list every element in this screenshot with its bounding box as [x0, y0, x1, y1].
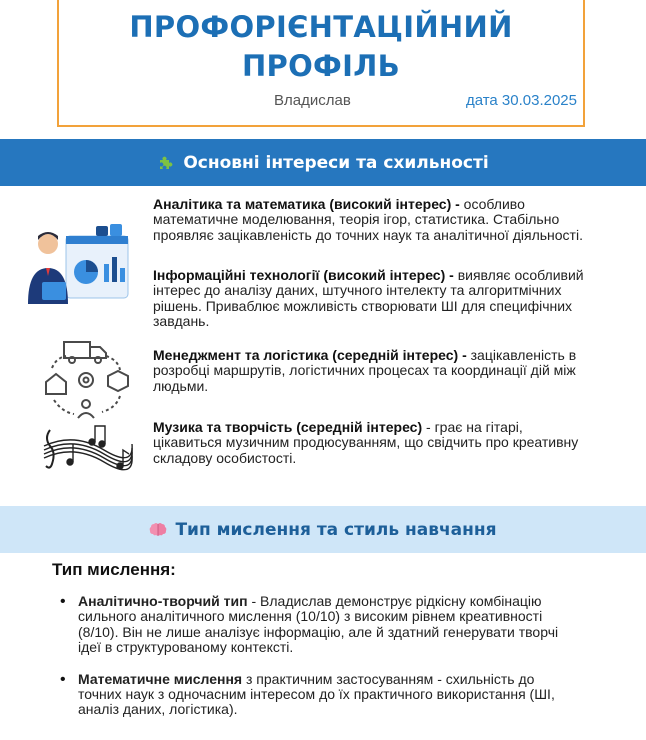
- thinking-list: [52, 594, 578, 734]
- thinking-subheading: Тип мислення:: [52, 560, 176, 579]
- interest-text: виявляє особливий інтерес до аналізу даних, штучного інтелекту та алгоритмічних рішень. Приваблює можливість створювати ШІ для специфічних завдань.: [153, 267, 584, 330]
- bullet-title: Аналітично-творчий тип: [78, 593, 248, 609]
- puzzle-icon: [157, 154, 175, 172]
- section-thinking-title: Тип мислення та стиль навчання: [175, 519, 497, 540]
- bullet-text: з практичним застосуванням - схильність до точних наук з одночасним інтересом до їх практичного використання (ШІ, аналіз даних, логістика).: [78, 670, 555, 718]
- bullet-text: - Владислав демонструє рідкісну комбінацію сильного аналітичного мислення (10/10) з високим рівнем креативності (8/10). Він не лише аналізує інформацію, але й здатний генерувати творчі ідеї в структурованому контексті.: [78, 593, 559, 656]
- interest-text: - грає на гітарі, цікавиться музичним продюсуванням, що свідчить про креативну складову особистості.: [153, 419, 579, 466]
- bullet-title: Математичне мислення: [78, 670, 243, 687]
- section-interests-title: Основні інтереси та схильності: [183, 152, 489, 173]
- student-name: Владислав: [274, 92, 351, 109]
- interest-text: зацікавленість в розробці маршрутів, логістичних процесах та координації дій між людьми.: [153, 347, 577, 394]
- data-analyst-illustration: [20, 224, 136, 315]
- interest-title: Музика та творчість (середній інтерес): [153, 419, 423, 435]
- title-line-1: ПРОФОРІЄНТАЦІЙНИЙ: [129, 10, 513, 44]
- interest-title: Менеджмент та логістика (середній інтерес) -: [153, 347, 467, 363]
- interest-item: [153, 268, 593, 330]
- interest-title: Аналітика та математика (високий інтерес) -: [153, 196, 460, 212]
- interest-item: [153, 197, 593, 243]
- list-item: [78, 594, 578, 656]
- interest-item: [153, 420, 593, 466]
- page-title: [59, 8, 583, 86]
- interest-item: [153, 348, 593, 394]
- brain-icon: [149, 522, 167, 538]
- interest-title: Інформаційні технології (високий інтерес) -: [153, 267, 454, 283]
- profile-date: дата 30.03.2025: [465, 92, 577, 109]
- section-thinking-heading: [0, 506, 646, 553]
- logistics-icon: [40, 338, 132, 427]
- music-notes-icon: [40, 416, 136, 485]
- section-interests-heading: [0, 139, 646, 186]
- title-line-2: ПРОФІЛЬ: [241, 49, 401, 83]
- header-box: [57, 0, 585, 127]
- list-item: [78, 672, 578, 718]
- interest-text: особливо математичне моделювання, теорія ігор, статистика. Стабільно проявляє зацікавленість до точних наук та аналітичної діяльності.: [153, 196, 583, 243]
